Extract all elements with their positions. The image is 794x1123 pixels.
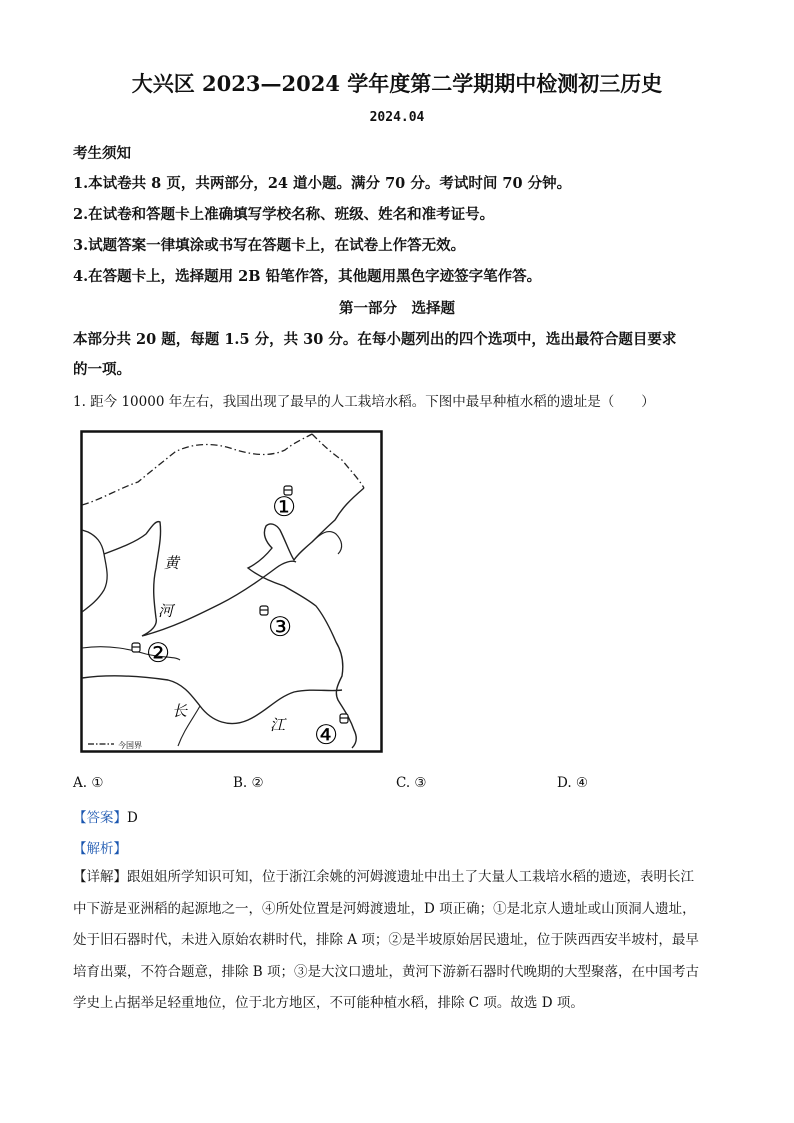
notice-item-4: 4.在答题卡上，选择题用 2B 铅笔作答，其他题用黑色字迹签字笔作答。 — [73, 268, 542, 285]
analysis-line — [73, 837, 127, 857]
analysis-tag: 【解析】 — [73, 841, 127, 857]
site-icon-4 — [340, 714, 348, 723]
exam-title: 大兴区 2023—2024 学年度第二学期期中检测初三历史 — [131, 71, 663, 96]
notice-heading: 考生须知 — [73, 145, 131, 162]
answer-tag: 【答案】 — [73, 810, 127, 826]
detail-tag: 【详解】 — [73, 869, 127, 885]
map-legend — [84, 736, 156, 750]
detail-line-5: 学史上占据举足轻重地位，位于北方地区，不可能种植水稻，排除 C 项。故选 D 项。 — [73, 995, 584, 1011]
legend-label: 今国界 — [118, 741, 142, 750]
notice-item-1: 1.本试卷共 8 页，共两部分，24 道小题。满分 70 分。考试时间 70 分钟。 — [73, 175, 572, 192]
option-c: C. ③ — [396, 775, 427, 791]
detail-paragraph — [73, 862, 723, 1020]
notice-item-2: 2.在试卷和答题卡上准确填写学校名称、班级、姓名和准考证号。 — [73, 206, 495, 223]
section-desc-line-2: 的一项。 — [73, 361, 131, 378]
section-title: 第一部分 选择题 — [339, 300, 455, 317]
site-icon-3 — [260, 606, 268, 615]
river-label-chang-2: 江 — [270, 716, 286, 734]
site-icon-2 — [132, 643, 140, 652]
detail-line-4: 培育出粟，不符合题意，排除 B 项；③是大汶口遗址，黄河下游新石器时代晚期的大型聚落，在中国考古 — [73, 963, 700, 980]
option-b: B. ② — [233, 775, 264, 791]
map-frame — [82, 432, 382, 752]
detail-line-3: 处于旧石器时代，未进入原始农耕时代，排除 A 项；②是半坡原始居民遗址，位于陕西西安半坡村，最早 — [73, 932, 699, 948]
site-label-3: ③ — [268, 612, 293, 643]
river-label-huang-1: 黄 — [164, 554, 180, 572]
exam-date: 2024.04 — [369, 110, 425, 125]
site-label-2: ② — [146, 638, 171, 669]
detail-line-1: 【详解】跟姐姐所学知识可知，位于浙江余姚的河姆渡遗址中出土了大量人工栽培水稻的遗迹，表明长江 — [73, 869, 694, 885]
question-stem: 1. 距今 10000 年左右，我国出现了最早的人工栽培水稻。下图中最早种植水稻的遗址是（ ） — [73, 394, 655, 410]
option-d: D. ④ — [557, 775, 589, 791]
answer-line — [73, 806, 138, 826]
history-map — [80, 430, 384, 754]
site-label-4: ④ — [314, 720, 339, 751]
river-label-huang-2: 河 — [158, 602, 174, 620]
section-desc-line-1: 本部分共 20 题，每题 1.5 分，共 30 分。在每小题列出的四个选项中，选出最符合题目要求 — [73, 331, 677, 348]
river-label-chang-1: 长 — [172, 702, 188, 720]
answer-value: D — [127, 810, 138, 826]
option-a: A. ① — [73, 775, 104, 791]
notice-item-3: 3.试题答案一律填涂或书写在答题卡上，在试卷上作答无效。 — [73, 237, 466, 254]
detail-line-2: 中下游是亚洲稻的起源地之一，④所处位置是河姆渡遗址，D 项正确；①是北京人遗址或山顶洞人遗址， — [73, 900, 696, 917]
site-label-1: ① — [272, 492, 297, 523]
